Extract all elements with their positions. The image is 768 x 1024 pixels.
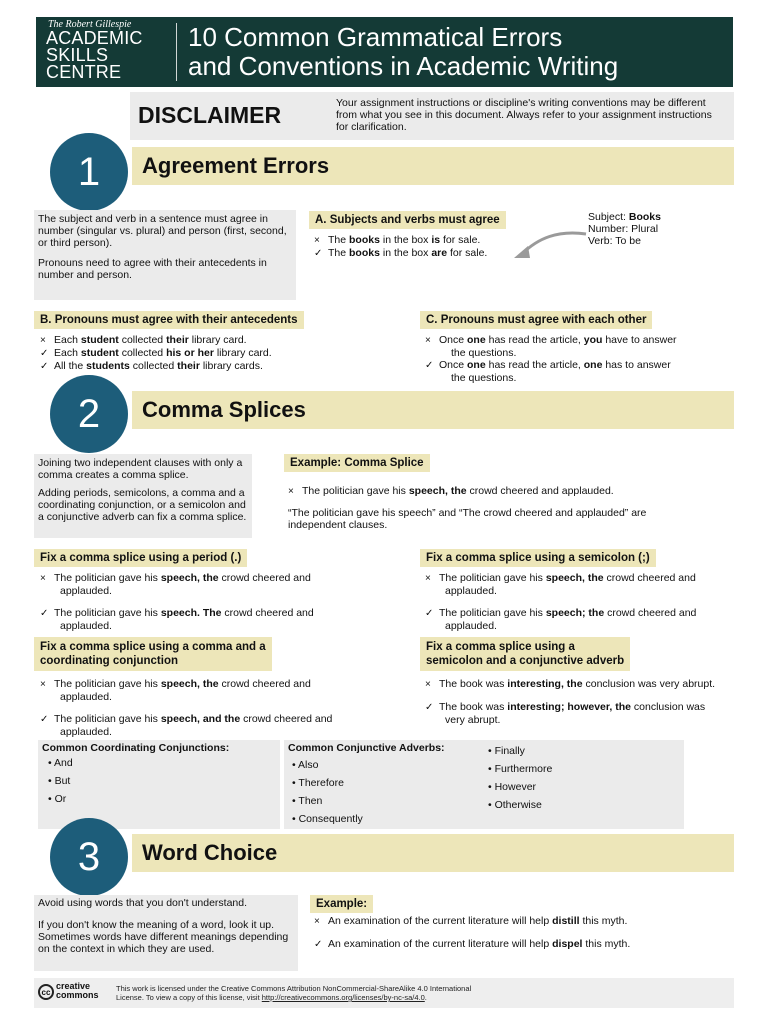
list-item-continuation: the questions. — [451, 372, 517, 384]
section2-intro-box — [34, 454, 252, 538]
list-item: • Then — [292, 795, 323, 807]
list-item: × Each student collected their library card. — [40, 334, 247, 346]
check-icon: ✓ — [425, 360, 434, 371]
curved-arrow-icon — [508, 228, 590, 262]
check-icon: ✓ — [40, 348, 49, 359]
list-item: × The politician gave his speech, the crowd cheered and — [40, 678, 311, 690]
cross-icon: × — [40, 679, 46, 690]
section2-example-label: Example: Comma Splice — [284, 454, 430, 472]
list-item: • Also — [292, 759, 319, 771]
section3-title-bar — [132, 834, 734, 872]
page-title-line1: 10 Common Grammatical Errors — [188, 22, 563, 52]
check-icon: ✓ — [314, 939, 323, 950]
section2-example: × The politician gave his speech, the crowd cheered and applauded. — [288, 485, 614, 497]
section3-intro-p2: If you don't know the meaning of a word, look it up. Sometimes words have different meanings depending on the context in which they are used. — [38, 919, 289, 955]
section2-semicolon-label: Fix a comma splice using a semicolon (;) — [420, 549, 656, 567]
section2-coordinating-list — [40, 678, 380, 738]
cross-icon: × — [40, 573, 46, 584]
cross-icon: × — [425, 573, 431, 584]
section3-intro-p1: Avoid using words that you don't understand. — [38, 897, 248, 909]
section1-intro-p2: Pronouns need to agree with their antecedents in number and person. — [38, 257, 267, 281]
section1-c-label: C. Pronouns must agree with each other — [420, 311, 652, 329]
section1-title-bar — [132, 147, 734, 185]
section3-example-label: Example: — [310, 895, 373, 913]
list-item: × The books in the box is for sale. — [314, 234, 481, 246]
list-item: ✓ The politician gave his speech. The crowd cheered and — [40, 607, 314, 619]
section2-period-list — [40, 572, 370, 632]
logo-line-centre: CENTRE — [46, 62, 122, 82]
list-item-continuation: applauded. — [60, 585, 112, 597]
list-item-continuation: applauded. — [60, 691, 112, 703]
logo-line-academic: ACADEMIC — [46, 28, 143, 48]
list-item-continuation: the questions. — [451, 347, 517, 359]
disclaimer-text: Your assignment instructions or discipline's writing conventions may be different from what you see in this document. Always refer to your assignment instructions for clarification. — [336, 97, 712, 133]
section1-c-list — [425, 334, 677, 384]
list-item: • Finally — [488, 745, 525, 757]
section2-intro-p1: Joining two independent clauses with only a comma creates a comma splice. — [38, 457, 243, 481]
list-item-continuation: applauded. — [445, 585, 497, 597]
conjunctive-adverbs-col2 — [488, 742, 552, 814]
coordinating-conjunctions-title: Common Coordinating Conjunctions: — [42, 742, 230, 754]
list-item: • Furthermore — [488, 763, 553, 775]
list-item: × The book was interesting, the conclusion was very abrupt. — [425, 678, 716, 690]
list-item-continuation: applauded. — [445, 620, 497, 632]
list-item: • Therefore — [292, 777, 344, 789]
disclaimer-heading: DISCLAIMER — [138, 102, 282, 128]
list-item: × Once one has read the article, you have to answer — [425, 334, 677, 346]
conjunctive-adverbs-col1 — [292, 756, 363, 828]
section2-semicolon-list — [425, 572, 745, 632]
cross-icon: × — [288, 486, 294, 497]
list-item-continuation: applauded. — [60, 726, 112, 738]
license-text: This work is licensed under the Creative Commons Attribution NonCommercial-ShareAlike 4.0 International License. To view a copy of this license, visit http://creativecommons.org/licenses/by-nc-sa/4.0. — [116, 984, 472, 1002]
section2-title-bar — [132, 391, 734, 429]
check-icon: ✓ — [40, 608, 49, 619]
cross-icon: × — [314, 235, 320, 246]
section2-title: Comma Splices — [142, 397, 306, 422]
creative-commons-icon: cc — [38, 984, 54, 1000]
list-item: ✓ The books in the box are for sale. — [314, 247, 488, 259]
section2-number-badge: 2 — [50, 375, 128, 453]
disclaimer-box — [130, 92, 734, 140]
section1-a-label: A. Subjects and verbs must agree — [309, 211, 506, 229]
license-link[interactable]: http://creativecommons.org/licenses/by-nc-sa/4.0 — [261, 993, 425, 1002]
check-icon: ✓ — [425, 608, 434, 619]
creative-commons-logo-text: creative commons — [56, 981, 99, 1000]
list-item: × An examination of the current literature will help distill this myth. — [314, 915, 628, 927]
section3-title: Word Choice — [142, 840, 278, 865]
list-item-continuation: applauded. — [60, 620, 112, 632]
section2-adverb-list — [425, 678, 755, 726]
conjunctive-adverbs-title: Common Conjunctive Adverbs: — [288, 742, 445, 754]
cross-icon: × — [425, 335, 431, 346]
list-item: ✓ The politician gave his speech, and the crowd cheered and — [40, 713, 333, 725]
list-item: × The politician gave his speech, the crowd cheered and — [40, 572, 311, 584]
section1-note: Subject: Books Number: Plural Verb: To be — [588, 211, 661, 247]
check-icon: ✓ — [40, 714, 49, 725]
section3-number-badge: 3 — [50, 818, 128, 896]
coordinating-conjunctions-list — [42, 754, 276, 808]
section2-period-label: Fix a comma splice using a period (.) — [34, 549, 247, 567]
list-item: • And — [48, 757, 73, 769]
list-item: • Consequently — [292, 813, 363, 825]
list-item: ✓ Once one has read the article, one has to answer — [425, 359, 671, 371]
section1-b-label: B. Pronouns must agree with their antecedents — [34, 311, 304, 329]
logo-small-text: The Robert Gillespie — [48, 19, 132, 30]
page-title-line2: and Conventions in Academic Writing — [188, 51, 619, 81]
section3-example-list — [314, 915, 630, 951]
section2-adverb-label: Fix a comma splice using a semicolon and a conjunctive adverb — [420, 637, 630, 671]
list-item: ✓ The politician gave his speech; the crowd cheered and — [425, 607, 697, 619]
conjunctive-adverbs-box — [284, 740, 684, 829]
section2-coordinating-label: Fix a comma splice using a comma and a coordinating conjunction — [34, 637, 272, 671]
section1-b-list — [40, 334, 272, 373]
header-divider — [176, 23, 177, 81]
list-item: • But — [48, 775, 71, 787]
cross-icon: × — [425, 679, 431, 690]
section3-intro-box — [34, 895, 298, 971]
list-item: ✓ All the students collected their library cards. — [40, 360, 263, 372]
list-item: • However — [488, 781, 537, 793]
logo-line-skills: SKILLS — [46, 45, 109, 65]
check-icon: ✓ — [314, 248, 323, 259]
list-item-continuation: very abrupt. — [445, 714, 501, 726]
section1-title: Agreement Errors — [142, 153, 330, 178]
section1-number-badge: 1 — [50, 133, 128, 211]
list-item: ✓ An examination of the current literature will help dispel this myth. — [314, 938, 631, 950]
section1-intro-box — [34, 210, 296, 300]
cross-icon: × — [314, 916, 320, 927]
list-item: ✓ The book was interesting; however, the conclusion was — [425, 701, 706, 713]
list-item: • Otherwise — [488, 799, 542, 811]
list-item: ✓ Each student collected his or her library card. — [40, 347, 272, 359]
section1-a-list — [314, 234, 487, 260]
check-icon: ✓ — [425, 702, 434, 713]
footer-bar — [34, 978, 734, 1008]
check-icon: ✓ — [40, 361, 49, 372]
section2-intro-p2: Adding periods, semicolons, a comma and a coordinating conjunction, or a semicolon and a conjunctive adverb can fix a comma splice. — [38, 487, 247, 523]
list-item: • Or — [48, 793, 67, 805]
cross-icon: × — [40, 335, 46, 346]
coordinating-conjunctions-box — [38, 740, 280, 829]
section2-example-note: “The politician gave his speech” and “The crowd cheered and applauded” are independent clauses. — [288, 507, 647, 531]
list-item: × The politician gave his speech, the crowd cheered and — [425, 572, 696, 584]
section1-intro-p1: The subject and verb in a sentence must agree in number (singular vs. plural) and person (first, second, or third person). — [38, 213, 287, 249]
header-banner — [36, 17, 733, 87]
